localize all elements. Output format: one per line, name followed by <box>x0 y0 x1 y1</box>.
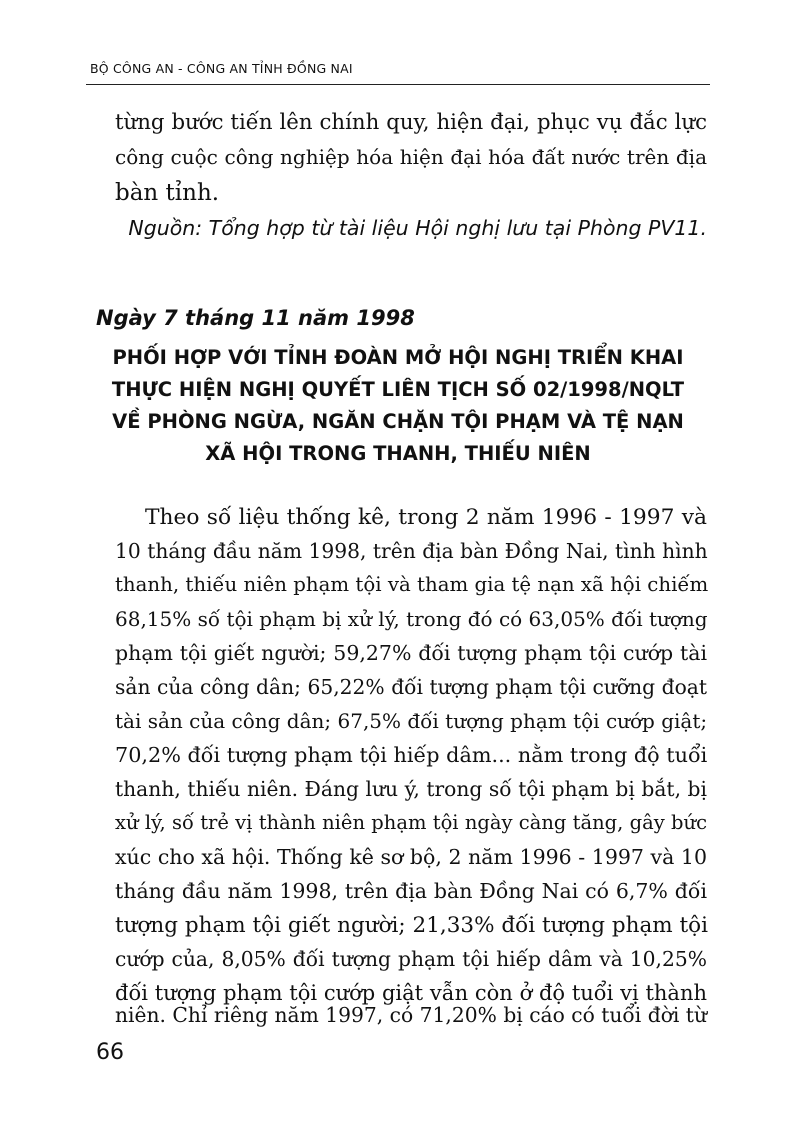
section-date: Ngày 7 tháng 11 năm 1998 <box>96 306 415 330</box>
section-headline-line: XÃ HỘI TRONG THANH, THIẾU NIÊN <box>205 442 591 465</box>
body-line: thanh, thiếu niên phạm tội và tham gia tệ nạn xã hội chiếm <box>115 573 709 596</box>
body-line: thanh, thiếu niên. Đáng lưu ý, trong số tội phạm bị bắt, bị <box>115 777 707 801</box>
body-line: xử lý, số trẻ vị thành niên phạm tội ngày càng tăng, gây bức <box>115 811 707 834</box>
intro-line: công cuộc công nghiệp hóa hiện đại hóa đất nước trên địa <box>115 145 707 169</box>
body-line: sản của công dân; 65,22% đối tượng phạm tội cưỡng đoạt <box>115 675 707 699</box>
intro-line: từng bước tiến lên chính quy, hiện đại, phục vụ đắc lực <box>115 110 707 135</box>
section-headline-line: PHỐI HỢP VỚI TỈNH ĐOÀN MỞ HỘI NGHỊ TRIỂN KHAI <box>112 346 684 369</box>
body-line: phạm tội giết người; 59,27% đối tượng phạm tội cướp tài <box>115 641 707 665</box>
body-line: 68,15% số tội phạm bị xử lý, trong đó có 63,05% đối tượng <box>115 607 708 631</box>
body-line: Theo số liệu thống kê, trong 2 năm 1996 - 1997 và <box>145 505 707 530</box>
header-rule <box>86 84 710 85</box>
body-line: cướp của, 8,05% đối tượng phạm tội hiếp dâm và 10,25% <box>115 947 707 971</box>
body-line: xúc cho xã hội. Thống kê sơ bộ, 2 năm 1996 - 1997 và 10 <box>115 845 707 869</box>
body-line: niên. Chỉ riêng năm 1997, có 71,20% bị cáo có tuổi đời từ <box>115 1003 707 1027</box>
source-citation: Nguồn: Tổng hợp từ tài liệu Hội nghị lưu tại Phòng PV11. <box>128 216 707 240</box>
section-headline-line: THỰC HIỆN NGHỊ QUYẾT LIÊN TỊCH SỐ 02/1998/NQLT <box>111 378 685 401</box>
body-line: tài sản của công dân; 67,5% đối tượng phạm tội cướp giật; <box>115 709 708 733</box>
body-line: tháng đầu năm 1998, trên địa bàn Đồng Nai có 6,7% đối <box>115 879 707 903</box>
body-line: tượng phạm tội giết người; 21,33% đối tượng phạm tội <box>115 913 708 938</box>
body-line: đối tượng phạm tội cướp giật vẫn còn ở độ tuổi vị thành <box>115 981 707 1005</box>
body-line: 70,2% đối tượng phạm tội hiếp dâm... nằm trong độ tuổi <box>115 743 708 767</box>
page-number: 66 <box>96 1040 124 1065</box>
section-headline-line: VỀ PHÒNG NGỪA, NGĂN CHẶN TỘI PHẠM VÀ TỆ NẠN <box>112 410 684 433</box>
body-line: 10 tháng đầu năm 1998, trên địa bàn Đồng Nai, tình hình <box>115 539 708 563</box>
intro-line: bàn tỉnh. <box>115 180 220 206</box>
running-header: BỘ CÔNG AN - CÔNG AN TỈNH ĐỒNG NAI <box>90 61 353 76</box>
